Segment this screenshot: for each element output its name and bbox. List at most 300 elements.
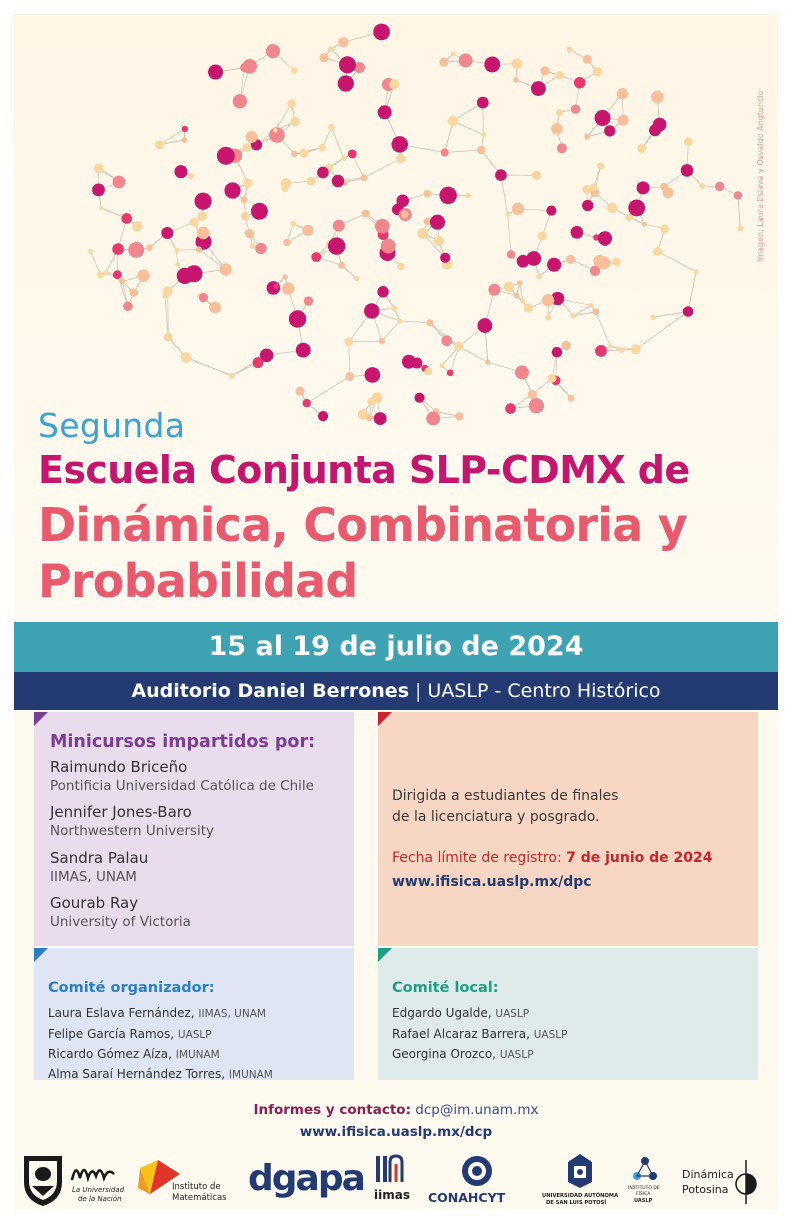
- network-node: [194, 193, 211, 210]
- member-item: [392, 1006, 529, 1020]
- network-node: [583, 55, 592, 64]
- network-node: [631, 345, 641, 355]
- network-node: [598, 231, 612, 245]
- network-edge: [186, 357, 232, 375]
- contact-line: [14, 1102, 778, 1118]
- title-segunda: Segunda: [38, 406, 186, 445]
- network-node: [283, 239, 290, 246]
- network-node: [341, 155, 346, 160]
- network-node: [319, 144, 326, 151]
- dgapa-logo: [248, 1152, 364, 1210]
- network-node: [555, 71, 563, 79]
- network-node: [287, 99, 296, 108]
- network-node: [338, 75, 354, 91]
- ifisica-text-1: INSTITUTO DE: [628, 1186, 660, 1191]
- iimas-text: iimas: [374, 1188, 410, 1202]
- network-node: [209, 302, 221, 314]
- network-node: [440, 253, 450, 263]
- network-node: [411, 357, 422, 368]
- network-edge: [653, 311, 688, 317]
- network-node: [545, 314, 551, 320]
- ifisica-text-3: UASLP: [634, 1198, 653, 1204]
- network-node: [332, 175, 344, 187]
- network-node: [273, 283, 279, 289]
- network-node: [552, 347, 563, 358]
- network-node: [556, 109, 563, 116]
- network-node: [289, 310, 306, 327]
- network-node: [281, 178, 291, 188]
- network-node: [571, 313, 576, 318]
- member-item: [392, 1027, 567, 1041]
- speaker-institution: University of Victoria: [50, 914, 191, 930]
- title-escuela: Escuela Conjunta SLP-CDMX de: [38, 448, 690, 492]
- network-node: [243, 143, 252, 152]
- instituto-fisica-logo: [624, 1152, 674, 1210]
- network-node: [447, 369, 454, 376]
- speaker-item: [50, 758, 314, 795]
- network-node: [589, 303, 593, 307]
- network-node: [198, 211, 207, 220]
- network-node: [373, 24, 390, 41]
- network-node: [375, 219, 390, 234]
- im-text-2: Matemáticas: [172, 1193, 227, 1203]
- network-edge: [349, 342, 350, 377]
- comite-organizador-heading: Comité organizador:: [48, 980, 215, 996]
- network-edge: [332, 127, 344, 158]
- network-node: [440, 364, 444, 368]
- network-node: [146, 244, 152, 250]
- network-node: [367, 398, 375, 406]
- network-node: [495, 169, 507, 181]
- network-node: [651, 91, 664, 104]
- network-edge: [382, 321, 400, 341]
- speaker-item: [50, 803, 214, 840]
- comite-organizador-box: [34, 948, 354, 1080]
- network-node: [137, 269, 149, 281]
- network-node: [597, 163, 604, 170]
- network-node: [99, 206, 103, 210]
- network-node: [401, 211, 409, 219]
- network-node: [521, 299, 526, 304]
- speaker-institution: IIMAS, UNAM: [50, 869, 137, 885]
- corner-marker: [378, 712, 392, 726]
- network-node: [584, 134, 590, 140]
- minicursos-box: [34, 712, 354, 946]
- unam-signature-logo: [68, 1152, 132, 1210]
- network-node: [163, 294, 168, 299]
- network-node: [595, 345, 607, 357]
- network-node: [339, 56, 356, 73]
- network-node: [699, 183, 705, 189]
- network-node: [465, 193, 470, 198]
- network-node: [414, 393, 424, 403]
- network-node: [663, 187, 674, 198]
- uaslp-text-2: DE SAN LUIS POTOSÍ: [546, 1200, 607, 1206]
- conahcyt-text: CONAHCYT: [428, 1190, 506, 1205]
- contact-label: Informes y contacto:: [253, 1102, 411, 1118]
- network-node: [164, 333, 173, 342]
- network-node: [224, 182, 240, 198]
- network-node: [92, 183, 105, 196]
- dp-text-1: Dinámica: [682, 1168, 734, 1181]
- network-node: [344, 337, 353, 346]
- network-edge: [400, 321, 430, 323]
- network-node: [208, 65, 223, 80]
- uaslp-logo: [542, 1152, 618, 1210]
- network-node: [485, 360, 490, 365]
- network-node: [196, 246, 202, 252]
- network-node: [511, 58, 522, 69]
- network-node: [529, 398, 544, 413]
- iimas-logo: [372, 1152, 412, 1210]
- speaker-name: Jennifer Jones-Baro: [50, 803, 192, 821]
- network-node: [484, 57, 500, 73]
- network-node: [637, 144, 646, 153]
- speaker-name: Gourab Ray: [50, 894, 139, 912]
- network-node: [660, 225, 668, 233]
- conahcyt-logo: [428, 1152, 528, 1210]
- network-node: [715, 182, 724, 191]
- network-node: [345, 372, 354, 381]
- network-node: [532, 171, 541, 180]
- network-node: [566, 255, 575, 264]
- audience-text: [392, 786, 752, 828]
- member-name: Rafael Alcaraz Barrera,: [392, 1027, 530, 1041]
- network-node: [513, 77, 518, 82]
- network-node: [128, 242, 144, 258]
- network-node: [567, 47, 572, 52]
- network-edge: [176, 250, 199, 251]
- member-affiliation: IMUNAM: [228, 1069, 273, 1081]
- network-node: [582, 200, 593, 211]
- speaker-institution: Pontificia Universidad Católica de Chile: [50, 778, 314, 794]
- network-node: [366, 415, 372, 421]
- network-node: [417, 228, 428, 239]
- network-node: [448, 116, 458, 126]
- network-edge: [307, 377, 350, 404]
- network-node: [607, 203, 617, 213]
- network-node: [507, 250, 515, 258]
- network-node: [379, 338, 385, 344]
- network-node: [517, 280, 522, 285]
- network-node: [397, 318, 402, 323]
- network-node: [161, 227, 173, 239]
- member-name: Edgardo Ugalde,: [392, 1006, 492, 1020]
- network-node: [505, 403, 516, 414]
- network-node: [426, 412, 440, 426]
- network-node: [155, 140, 164, 149]
- network-node: [181, 137, 187, 143]
- network-edge: [658, 252, 697, 272]
- network-node: [365, 367, 381, 383]
- member-affiliation: UASLP: [495, 1008, 530, 1020]
- member-name: Alma Saraí Hernández Torres,: [48, 1067, 226, 1081]
- network-node: [582, 185, 591, 194]
- network-node: [618, 115, 629, 126]
- network-node: [649, 124, 661, 136]
- network-node: [608, 344, 612, 348]
- date-band: 15 al 19 de julio de 2024: [14, 622, 778, 672]
- network-edge: [91, 251, 101, 274]
- network-node: [290, 117, 299, 126]
- network-node: [243, 178, 252, 187]
- network-edge: [364, 159, 401, 178]
- network-node: [177, 268, 193, 284]
- network-node: [233, 94, 247, 108]
- member-item: [48, 1047, 220, 1061]
- unam-crest-logo: [20, 1152, 66, 1210]
- network-node: [97, 271, 104, 278]
- network-node: [551, 123, 562, 134]
- member-name: Laura Eslava Fernández,: [48, 1006, 195, 1020]
- network-node: [488, 284, 500, 296]
- network-node: [328, 237, 345, 254]
- speaker-institution: Northwestern University: [50, 823, 214, 839]
- instituto-matematicas-logo: [136, 1152, 236, 1210]
- network-node: [397, 263, 404, 270]
- network-node: [528, 390, 537, 399]
- network-node: [737, 226, 743, 232]
- network-node: [681, 164, 694, 177]
- uaslp-text-1: UNIVERSIDAD AUTÓNOMA: [542, 1193, 619, 1199]
- network-node: [514, 293, 520, 299]
- network-node: [251, 203, 268, 220]
- network-node: [360, 174, 367, 181]
- member-affiliation: IIMAS, UNAM: [198, 1008, 266, 1020]
- network-node: [459, 54, 473, 68]
- deadline-label: Fecha límite de registro:: [392, 850, 562, 866]
- sponsor-logos: [14, 1152, 778, 1210]
- network-node: [381, 239, 396, 254]
- network-edge: [349, 341, 382, 342]
- member-affiliation: UASLP: [533, 1029, 568, 1041]
- network-node: [174, 248, 179, 253]
- network-node: [628, 199, 645, 216]
- network-node: [338, 37, 348, 47]
- venue-place: UASLP - Centro Histórico: [427, 680, 661, 702]
- network-node: [245, 229, 254, 238]
- network-node: [424, 190, 431, 197]
- network-node: [282, 275, 287, 280]
- speaker-name: Sandra Palau: [50, 849, 149, 867]
- network-node: [650, 315, 656, 321]
- audience-line-1: Dirigida a estudiantes de finales: [392, 788, 619, 804]
- network-node: [328, 124, 334, 130]
- network-node: [531, 81, 546, 96]
- network-node: [241, 196, 248, 203]
- network-node: [524, 304, 533, 313]
- network-node: [104, 270, 109, 275]
- speaker-item: [50, 894, 191, 931]
- network-node: [302, 225, 313, 236]
- network-node: [113, 270, 122, 279]
- network-node: [303, 399, 311, 407]
- network-node: [362, 210, 370, 218]
- network-node: [592, 308, 599, 315]
- member-name: Felipe García Ramos,: [48, 1027, 175, 1041]
- network-node: [175, 262, 180, 267]
- network-node: [481, 132, 486, 137]
- network-node: [306, 177, 315, 186]
- info-box: [378, 712, 758, 946]
- network-node: [304, 296, 313, 305]
- network-node: [197, 227, 210, 240]
- network-node: [590, 183, 598, 191]
- network-node: [174, 165, 187, 178]
- network-edge: [501, 175, 508, 214]
- member-affiliation: UASLP: [177, 1029, 212, 1041]
- network-node: [229, 373, 235, 379]
- network-node: [512, 203, 524, 215]
- network-node: [389, 79, 399, 89]
- member-item: [392, 1047, 534, 1061]
- network-node: [240, 63, 249, 72]
- network-node: [182, 126, 188, 132]
- network-node: [88, 249, 93, 254]
- network-node: [612, 258, 621, 267]
- network-node: [199, 293, 208, 302]
- title-probabilidad: Probabilidad: [38, 554, 358, 608]
- network-node: [477, 97, 489, 109]
- member-name: Georgina Orozco,: [392, 1047, 496, 1061]
- network-node: [392, 136, 409, 153]
- network-node: [548, 374, 557, 383]
- network-node: [190, 218, 199, 227]
- network-node: [364, 303, 379, 318]
- network-node: [637, 181, 650, 194]
- network-nodes: [88, 24, 743, 426]
- network-node: [734, 191, 742, 199]
- dp-text-2: Potosina: [682, 1183, 729, 1196]
- network-node: [451, 52, 456, 57]
- venue-band: [14, 672, 778, 710]
- network-node: [426, 319, 433, 326]
- speaker-name: Raimundo Briceño: [50, 758, 188, 776]
- network-node: [94, 163, 104, 173]
- network-node: [593, 255, 606, 268]
- network-edge: [636, 311, 688, 349]
- network-edge: [688, 272, 696, 312]
- network-node: [439, 187, 456, 204]
- image-credit: Imagen: Laura Eslava y Osvaldo Angtuncio: [756, 90, 765, 262]
- corner-marker: [34, 712, 48, 726]
- network-node: [113, 176, 126, 189]
- network-node: [694, 269, 699, 274]
- network-edge: [738, 196, 740, 229]
- ifisica-text-2: FÍSICA: [636, 1192, 651, 1197]
- network-node: [593, 67, 602, 76]
- network-node: [557, 143, 567, 153]
- unam-slogan-2: de la Nación: [78, 1195, 122, 1203]
- network-node: [354, 276, 359, 281]
- network-node: [441, 335, 452, 346]
- network-node: [477, 318, 492, 333]
- network-node: [455, 412, 463, 420]
- network-node: [291, 67, 297, 73]
- network-node: [121, 213, 132, 224]
- network-node: [348, 149, 357, 158]
- network-node: [571, 226, 584, 239]
- dgapa-text: dgapa: [248, 1158, 364, 1199]
- network-graph-illustration: [14, 14, 778, 434]
- member-item: [48, 1067, 273, 1081]
- venue-name: Auditorio Daniel Berrones: [131, 680, 409, 702]
- network-node: [282, 282, 294, 294]
- network-edge: [596, 312, 611, 347]
- network-node: [515, 365, 529, 379]
- network-node: [439, 58, 448, 67]
- network-node: [568, 395, 575, 402]
- network-node: [642, 222, 647, 227]
- network-node: [273, 128, 278, 133]
- network-node: [526, 251, 541, 266]
- speaker-item: [50, 849, 148, 886]
- network-node: [123, 302, 132, 311]
- network-node: [119, 279, 125, 285]
- network-node: [181, 352, 191, 362]
- network-node: [595, 110, 611, 126]
- network-node: [536, 274, 541, 279]
- network-node: [338, 262, 345, 269]
- network-edge: [445, 150, 482, 152]
- network-node: [571, 104, 580, 113]
- network-node: [255, 243, 266, 254]
- network-node: [220, 263, 232, 275]
- corner-marker: [34, 948, 48, 962]
- network-node: [187, 173, 193, 179]
- registration-link[interactable]: www.ifisica.uaslp.mx/dpc: [392, 874, 592, 890]
- network-node: [546, 206, 556, 216]
- comite-local-box: [378, 948, 758, 1080]
- network-node: [538, 232, 547, 241]
- member-item: [48, 1006, 266, 1020]
- network-node: [430, 215, 445, 230]
- corner-marker: [378, 948, 392, 962]
- comite-local-heading: Comité local:: [392, 980, 499, 996]
- network-node: [317, 167, 329, 179]
- member-name: Ricardo Gómez Aíza,: [48, 1047, 172, 1061]
- network-node: [604, 125, 615, 136]
- network-node: [318, 411, 328, 421]
- network-node: [396, 154, 405, 163]
- dinamica-potosina-logo: [680, 1152, 760, 1210]
- network-node: [391, 305, 397, 311]
- network-node: [684, 137, 692, 145]
- network-node: [542, 294, 554, 306]
- network-node: [112, 243, 124, 255]
- contact-email-link[interactable]: dcp@im.unam.mx: [415, 1102, 539, 1118]
- contact-url-link[interactable]: www.ifisica.uaslp.mx/dcp: [299, 1124, 493, 1140]
- network-edge: [459, 346, 488, 362]
- member-affiliation: IMUNAM: [175, 1049, 220, 1061]
- network-node: [441, 148, 449, 156]
- network-node: [295, 386, 304, 395]
- network-node: [290, 221, 296, 227]
- unam-slogan-1: La Universidad: [72, 1186, 125, 1194]
- network-node: [561, 341, 570, 350]
- deadline-date: 7 de junio de 2024: [566, 850, 713, 866]
- network-node: [130, 288, 139, 297]
- network-node: [434, 236, 444, 246]
- network-node: [253, 357, 264, 368]
- network-node: [503, 282, 514, 293]
- network-edge: [508, 214, 511, 254]
- network-node: [683, 306, 694, 317]
- network-node: [266, 44, 280, 58]
- network-node: [311, 252, 321, 262]
- network-node: [246, 131, 258, 143]
- title-dinamica: Dinámica, Combinatoria y: [38, 498, 687, 552]
